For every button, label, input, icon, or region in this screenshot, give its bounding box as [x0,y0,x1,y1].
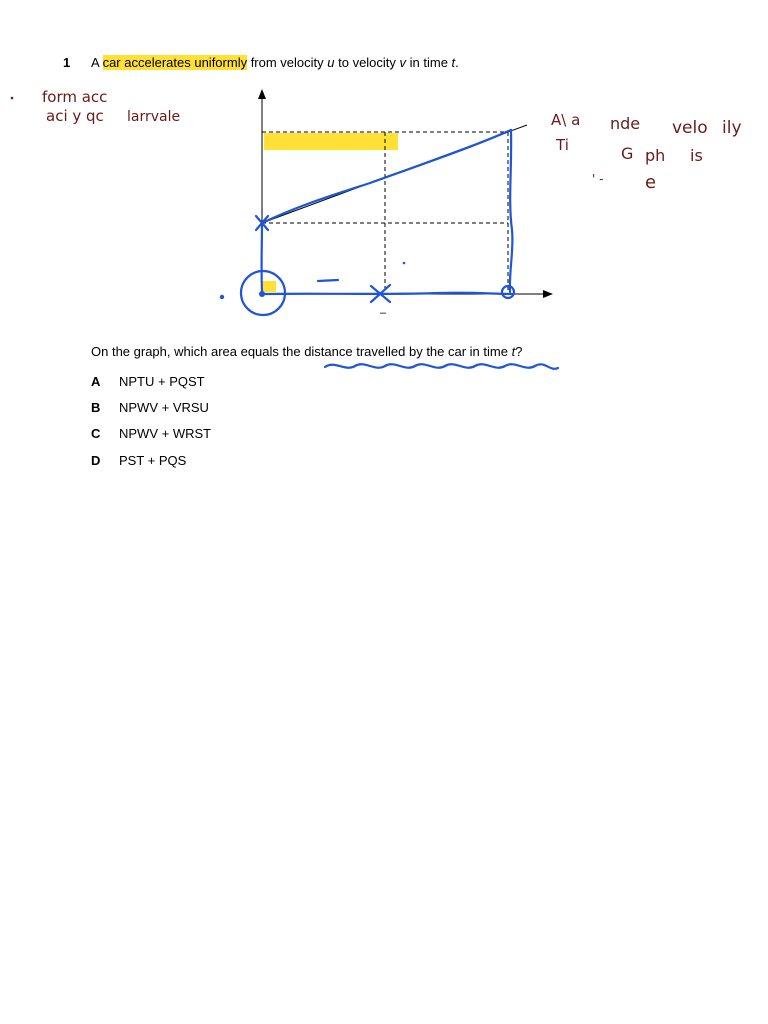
stem-end: . [455,55,459,70]
question-prompt [91,344,522,359]
highlighted-phrase: car accelerates uniformly [102,55,248,70]
option-a[interactable] [91,374,205,389]
right-note-r3-a: ' - [592,172,604,186]
ink-trace-base [262,293,512,294]
option-b[interactable] [91,400,209,415]
question-number: 1 [63,55,71,70]
option-d[interactable] [91,453,186,468]
x-axis-arrow [543,290,553,298]
ink-dot-left [220,295,224,299]
right-note-r1-a: A\ a [551,111,581,129]
option-text: NPTU + PQST [119,374,205,389]
var-v: v [399,55,407,70]
option-letter: D [91,453,101,468]
right-note-r1-d: ily [722,118,742,138]
left-note-word: larrvale [127,109,181,125]
right-note-r1-c: velo [672,118,708,138]
right-note-r1-b: nde [610,114,641,133]
prompt-text: On the graph, which area equals the distance travelled by the car in time [91,344,512,359]
option-text: NPWV + VRSU [119,400,209,415]
right-note-r3-b: e [645,172,657,193]
prompt-end: ? [515,344,523,359]
stem-part1: from velocity [247,55,328,70]
graph-highlight-bar [264,133,398,150]
stem-part2: to velocity [334,55,400,70]
option-text: PST + PQS [119,453,187,468]
option-letter: A [91,374,101,389]
ink-dash-mark [318,280,338,281]
option-c[interactable] [91,426,211,441]
option-letter: C [91,426,101,441]
ink-dot-far-left [11,97,14,100]
ink-dot-origin [259,291,265,297]
option-text: NPWV + WRST [119,426,212,441]
origin-highlight [262,281,276,292]
var-t: t [451,55,456,70]
right-note-r2-c: ph [645,146,666,165]
var-u: u [327,55,335,70]
ink-trace-right-edge [510,130,513,292]
right-note-r2-b: G [621,144,634,163]
stem-prefix: A [91,55,103,70]
dash-mark-label: – [380,307,387,319]
option-letter: B [91,400,101,415]
right-note-r2-a: Ti [556,136,569,154]
y-axis-arrow [258,89,266,99]
ink-underline-wave [325,364,558,369]
right-note-r2-d: is [690,146,703,165]
left-note-line1: form acc [42,88,108,106]
stem-part3: in time [406,55,452,70]
prompt-var-t: t [511,344,516,359]
left-note-line2: aci y qc [46,107,104,125]
ink-dot-mid [403,262,406,265]
